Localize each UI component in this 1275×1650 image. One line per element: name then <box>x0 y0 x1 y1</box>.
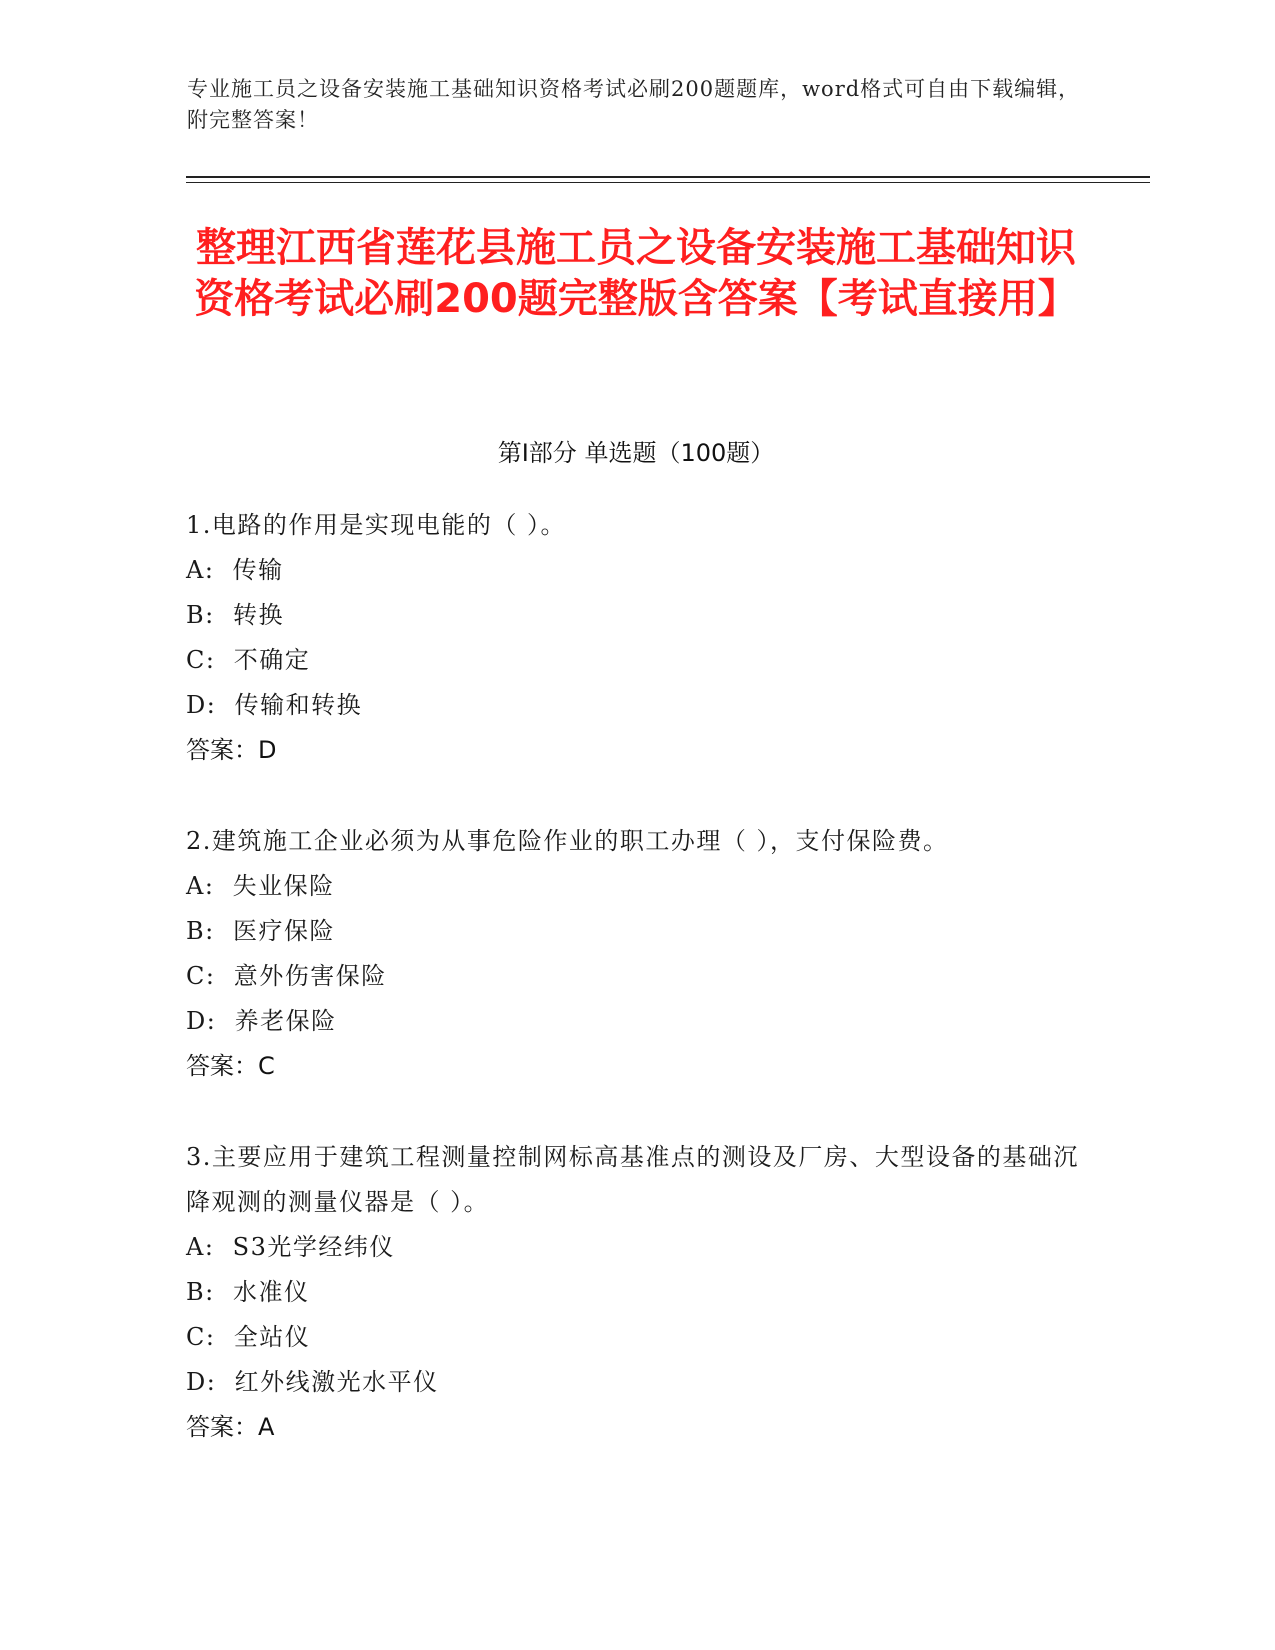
question-3 <box>186 1135 1086 1450</box>
header-note: 专业施工员之设备安装施工基础知识资格考试必刷200题题库，word格式可自由下载编辑，附完整答案！ <box>187 77 1081 132</box>
option-b: B: 转换 <box>186 601 284 629</box>
question-stem: 1.电路的作用是实现电能的（ ）。 <box>186 511 567 539</box>
question-stem: 3.主要应用于建筑工程测量控制网标高基准点的测设及厂房、大型设备的基础沉降观测的测量仪器是（ ）。 <box>186 1143 1079 1216</box>
option-c: C: 意外伤害保险 <box>186 962 387 990</box>
header-divider-thin <box>186 182 1150 183</box>
section-heading: 第I部分 单选题（100题） <box>497 439 775 467</box>
question-2 <box>186 819 1086 1089</box>
option-d: D: 红外线激光水平仪 <box>186 1368 439 1396</box>
answer: 答案：A <box>186 1413 275 1441</box>
question-stem: 2.建筑施工企业必须为从事危险作业的职工办理（ ），支付保险费。 <box>186 827 949 855</box>
option-b: B: 医疗保险 <box>186 917 335 945</box>
option-d: D: 养老保险 <box>186 1007 337 1035</box>
question-1 <box>186 503 1086 773</box>
option-c: C: 全站仪 <box>186 1323 311 1351</box>
option-b: B: 水准仪 <box>186 1278 310 1306</box>
option-a: A: 失业保险 <box>186 872 335 900</box>
answer: 答案：C <box>186 1052 275 1080</box>
option-a: A: 传输 <box>186 556 284 584</box>
option-d: D: 传输和转换 <box>186 691 363 719</box>
header-divider-thick <box>186 176 1150 178</box>
option-a: A: S3光学经纬仪 <box>186 1233 395 1261</box>
document-title: 整理江西省莲花县施工员之设备安装施工基础知识资格考试必刷200题完整版含答案【考试直接用】 <box>194 225 1078 322</box>
answer: 答案：D <box>186 736 277 764</box>
option-c: C: 不确定 <box>186 646 311 674</box>
